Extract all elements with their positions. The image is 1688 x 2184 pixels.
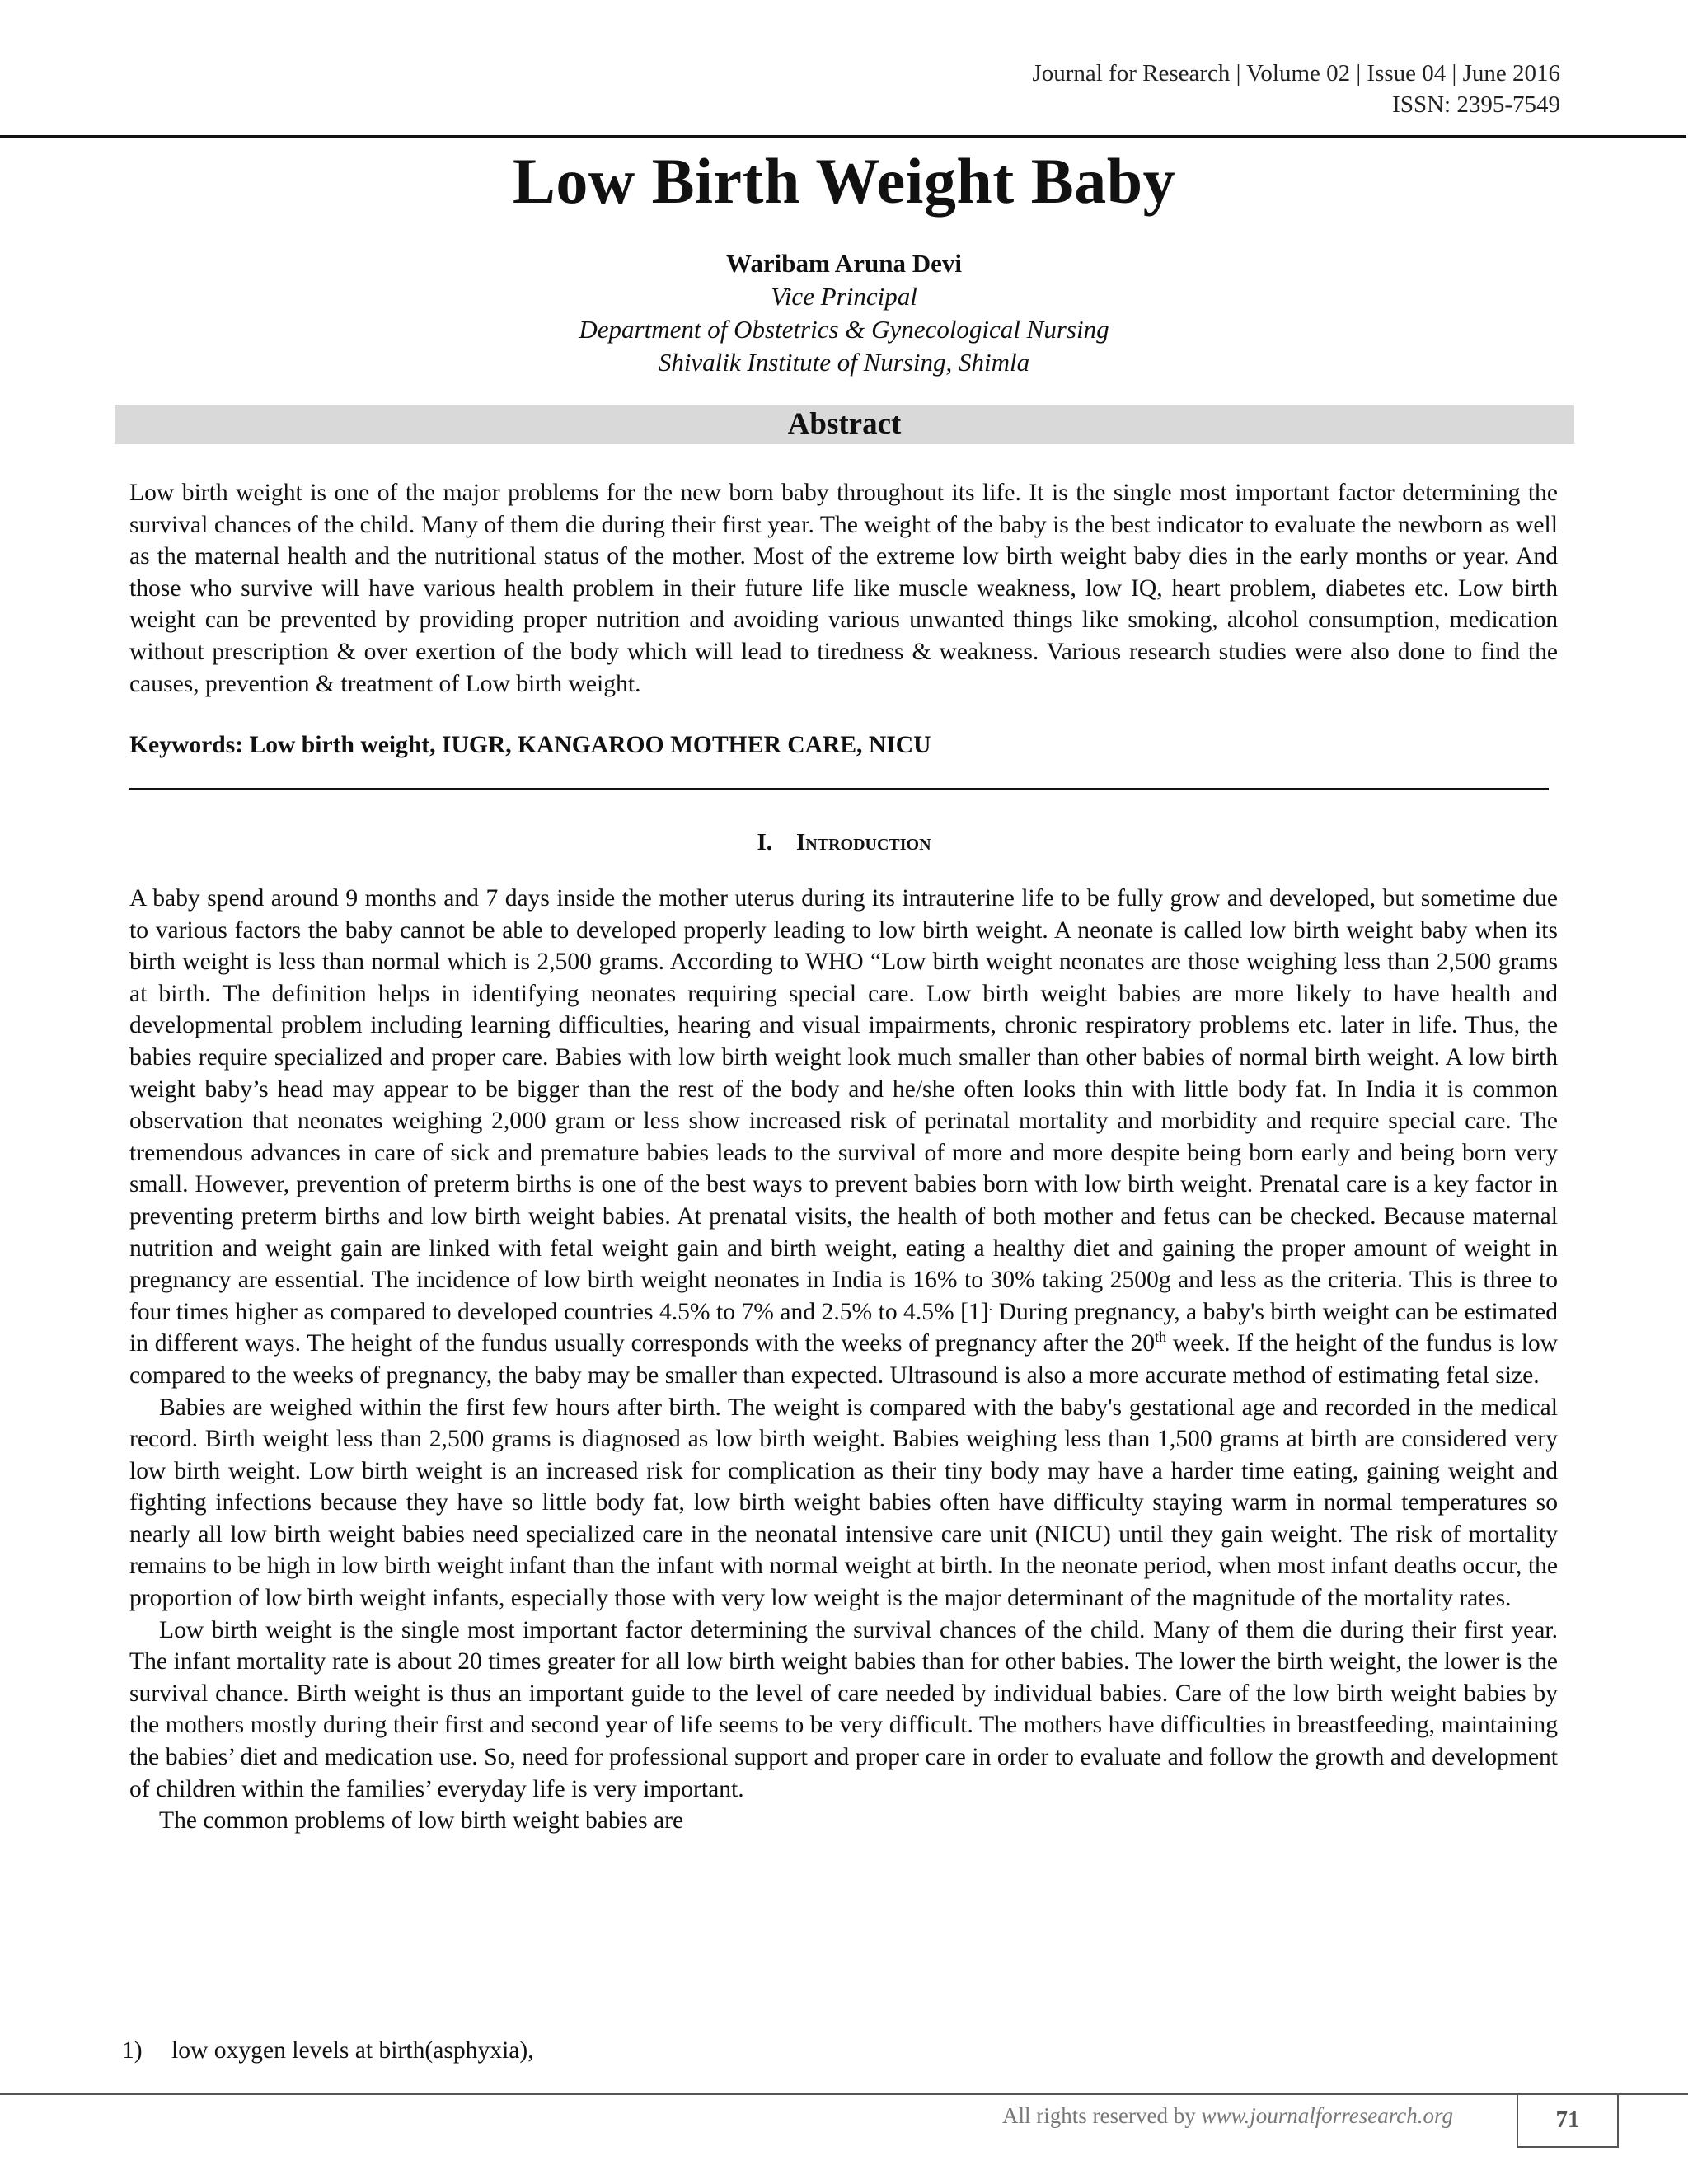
journal-line: Journal for Research | Volume 02 | Issue 04 | June 2016 [1032,60,1560,87]
abstract-heading: Abstract [115,405,1574,444]
problems-list [122,2035,534,2067]
author-position: Vice Principal [771,282,917,311]
footer-divider [0,2093,1688,2095]
intro-p1-part-b: During pregnancy, a baby's birth weight can be estimated in different ways. The height of the fundus usually corresponds with the weeks of pregnancy after the 20 [129,1298,1558,1357]
section-number: I. [757,829,772,855]
intro-paragraph-3: Low birth weight is the single most important factor determining the survival chances of the child. Many of them die during their first year. The infant mortality rate is about 20 times greater for all low birth weight babies than for other babies. The lower the birth weight, the lower is the survival chance. Birth weight is thus an important guide to the level of care needed by individual babies. Care of the low birth weight babies by the mothers mostly during their first and second year of life seems to be very difficult. The mothers have difficulties in breastfeeding, maintaining the babies’ diet and medication use. So, need for professional support and proper care in order to evaluate and follow the growth and development of children within the families’ everyday life is very important. [129,1616,1558,1802]
footer-rights-label: All rights reserved by [1002,2103,1202,2128]
author-block [0,247,1688,379]
footer-url[interactable]: www.journalforresearch.org [1201,2103,1453,2128]
list-item-number: 1) [122,2037,143,2064]
footer-rights [1002,2100,1453,2131]
intro-p1-part-a: A baby spend around 9 months and 7 days inside the mother uterus during its intrauterine life to be fully grow and developed, but sometime due to various factors the baby cannot be able to developed properly leading to low birth weight. A neonate is called low birth weight baby when its birth weight is less than normal which is 2,500 grams. According to WHO “Low birth weight neonates are those weighing less than 2,500 grams at birth. The definition helps in identifying neonates requiring special care. Low birth weight babies are more likely to have health and developmental problem including learning difficulties, hearing and visual impairments, chronic respiratory problems etc. later in life. Thus, the babies require specialized and proper care. Babies with low birth weight look much smaller than other babies of normal birth weight. A low birth weight baby’s head may appear to be bigger than the rest of the body and he/she often looks thin with little body fat. In India it is common observation that neonates weighing 2,000 gram or less show increased risk of perinatal mortality and morbidity and require special care. The tremendous advances in care of sick and premature babies leads to the survival of more and more despite being born early and being born very small. However, prevention of preterm births is one of the best ways to prevent babies born with low birth weight. Prenatal care is a key factor in preventing preterm births and low birth weight babies. At prenatal visits, the health of both mother and fetus can be checked. Because maternal nutrition and weight gain are linked with fetal weight gain and birth weight, eating a healthy diet and gaining the proper amount of weight in pregnancy are essential. The incidence of low birth weight neonates in India is 16% to 30% taking 2500g and less as the criteria. This is three to four times higher as compared to developed countries 4.5% to 7% and 2.5% to 4.5% [1] [129,885,1558,1325]
list-item [122,2035,534,2067]
section-divider [129,788,1549,790]
paper-title: Low Birth Weight Baby [512,145,1176,217]
intro-paragraph-1 [129,883,1558,1392]
intro-p1-dot: . [988,1296,993,1314]
author-name: Waribam Aruna Devi [726,249,962,278]
intro-p1-part-c: week. If the height of the fundus is low compared to the weeks of pregnancy, the baby may be smaller than expected. Ultrasound is also a more accurate method of estimating fetal size. [129,1330,1558,1389]
intro-paragraph-4: The common problems of low birth weight babies are [159,1807,684,1835]
section-heading [0,826,1688,859]
author-institute: Shivalik Institute of Nursing, Shimla [658,348,1030,377]
keywords: Keywords: Low birth weight, IUGR, KANGAROO MOTHER CARE, NICU [129,732,931,758]
intro-paragraph-2: Babies are weighed within the first few hours after birth. The weight is compared with the baby's gestational age and recorded in the medical record. Birth weight less than 2,500 grams is diagnosed as low birth weight. Babies weighing less than 1,500 grams at birth are considered very low birth weight. Low birth weight is an increased risk for complication as their tiny body may have a harder time eating, gaining weight and fighting infections because they have so little body fat, low birth weight babies often have difficulty staying warm in normal temperatures so nearly all low birth weight babies need specialized care in the neonatal intensive care unit (NICU) until they gain weight. The risk of mortality remains to be high in low birth weight infant than the infant with normal weight at birth. In the neonate period, when most infant deaths occur, the proportion of low birth weight infants, especially those with very low weight is the major determinant of the magnitude of the mortality rates. [129,1394,1558,1612]
introduction-body [129,883,1558,1837]
abstract-text: Low birth weight is one of the major problems for the new born baby throughout its life. It is the single most important factor determining the survival chances of the child. Many of them die during their first year. The weight of the baby is the best indicator to evaluate the newborn as well as the maternal health and the nutritional status of the mother. Most of the extreme low birth weight baby dies in the early months or year. And those who survive will have various health problem in their future life like muscle weakness, low IQ, heart problem, diabetes etc. Low birth weight can be prevented by providing proper nutrition and avoiding various unwanted things like smoking, alcohol consumption, medication without prescription & over exertion of the body which will lead to tiredness & weakness. Various research studies were also done to find the causes, prevention & treatment of Low birth weight. [129,480,1558,697]
issn-line: ISSN: 2395-7549 [1392,91,1560,118]
page-number: 71 [1517,2093,1619,2148]
header-divider [0,135,1686,138]
journal-header [1032,58,1560,120]
section-title: Introduction [796,829,931,855]
author-department: Department of Obstetrics & Gynecological Nursing [579,315,1109,344]
intro-p1-superscript: th [1155,1329,1167,1346]
list-item-text: low oxygen levels at birth(asphyxia), [171,2037,534,2064]
